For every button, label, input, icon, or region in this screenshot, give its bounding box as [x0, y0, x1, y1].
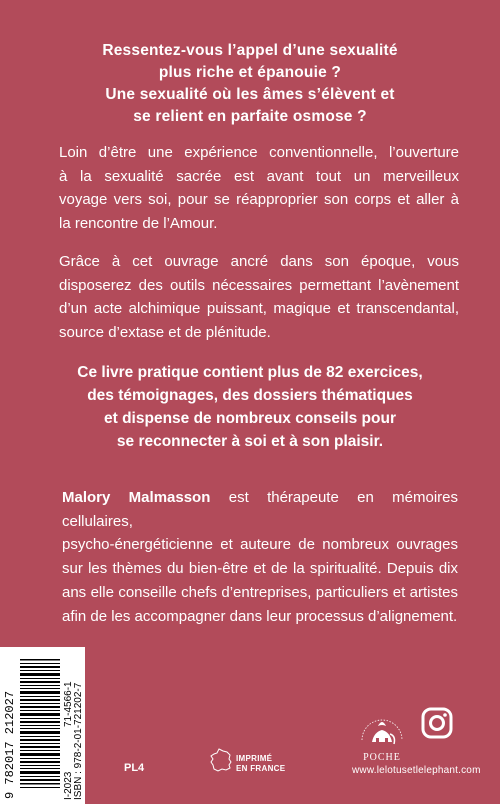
highlight-line: Ce livre pratique contient plus de 82 exercices, [77, 364, 423, 381]
author-name: Malory Malmasson [62, 489, 211, 506]
publisher-logo [352, 712, 412, 768]
author-bio [62, 486, 458, 628]
paragraph-1 [59, 141, 459, 235]
intro-question [40, 40, 460, 128]
paragraph-2 [59, 250, 459, 344]
intro-line: se relient en parfaite osmose ? [133, 108, 367, 125]
barcode-ref: 71-4566-1 [63, 681, 74, 727]
imprime-en-france [210, 748, 310, 788]
paragraph-line: à la sexualité sacrée est avant tout un merveilleux [59, 167, 459, 185]
paragraph-line: d’un acte alchimique puissant, magique et transcendantal, [59, 300, 459, 318]
highlight-block [40, 361, 460, 453]
imprime-line-2: EN FRANCE [236, 764, 286, 773]
print-code: PL4 [124, 762, 145, 774]
bio-line: psycho-énergéticienne et auteure de nombreux ouvrages [62, 536, 458, 554]
website-link[interactable]: www.lelotusetlelephant.com [352, 765, 481, 776]
imprime-line-1: IMPRIMÉ [236, 754, 273, 763]
paragraph-line: disposerez des outils nécessaires permettant l’avènement [59, 276, 459, 294]
barcode-edition: I-2023 [63, 771, 74, 800]
barcode-number: 9 782017 212027 [3, 690, 17, 799]
imprime-label [236, 754, 285, 774]
instagram-icon[interactable] [421, 707, 453, 739]
bio-line [62, 486, 458, 533]
france-map-icon [210, 748, 232, 772]
paragraph-line: Loin d’être une expérience conventionnelle, l’ouverture [59, 144, 459, 161]
lotus-elephant-logo [352, 712, 412, 752]
bio-line-rest: est thérapeute en mémoires cellulaires, [62, 489, 459, 530]
bio-line: afin de les accompagner dans leur processus d’alignement. [62, 607, 458, 625]
barcode-block [0, 647, 85, 804]
poche-label: POCHE [363, 752, 401, 763]
bio-line: sur les thèmes du bien-être et de la spiritualité. Depuis dix [62, 560, 458, 578]
paragraph-line: voyage vers soi, pour se réapproprier son corps et aller à [59, 191, 459, 209]
highlight-line: se reconnecter à soi et à son plaisir. [116, 433, 384, 450]
barcode-isbn: ISBN : 978-2-01-721202-7 [73, 682, 84, 800]
paragraph-line: la rencontre de l’Amour. [59, 214, 218, 232]
highlight-line: des témoignages, des dossiers thématiques [87, 387, 413, 404]
highlight-line: et dispense de nombreux conseils pour [104, 410, 396, 427]
intro-line: Ressentez-vous l’appel d’une sexualité [102, 42, 398, 59]
bio-line: ans elle conseille chefs d’entreprises, particuliers et artistes [62, 583, 458, 601]
intro-line: Une sexualité où les âmes s’élèvent et [105, 86, 395, 103]
paragraph-line: Grâce à cet ouvrage ancré dans son époque, vous [59, 253, 459, 270]
intro-line: plus riche et épanouie ? [158, 64, 342, 81]
paragraph-line: source d’extase et de plénitude. [59, 323, 271, 341]
